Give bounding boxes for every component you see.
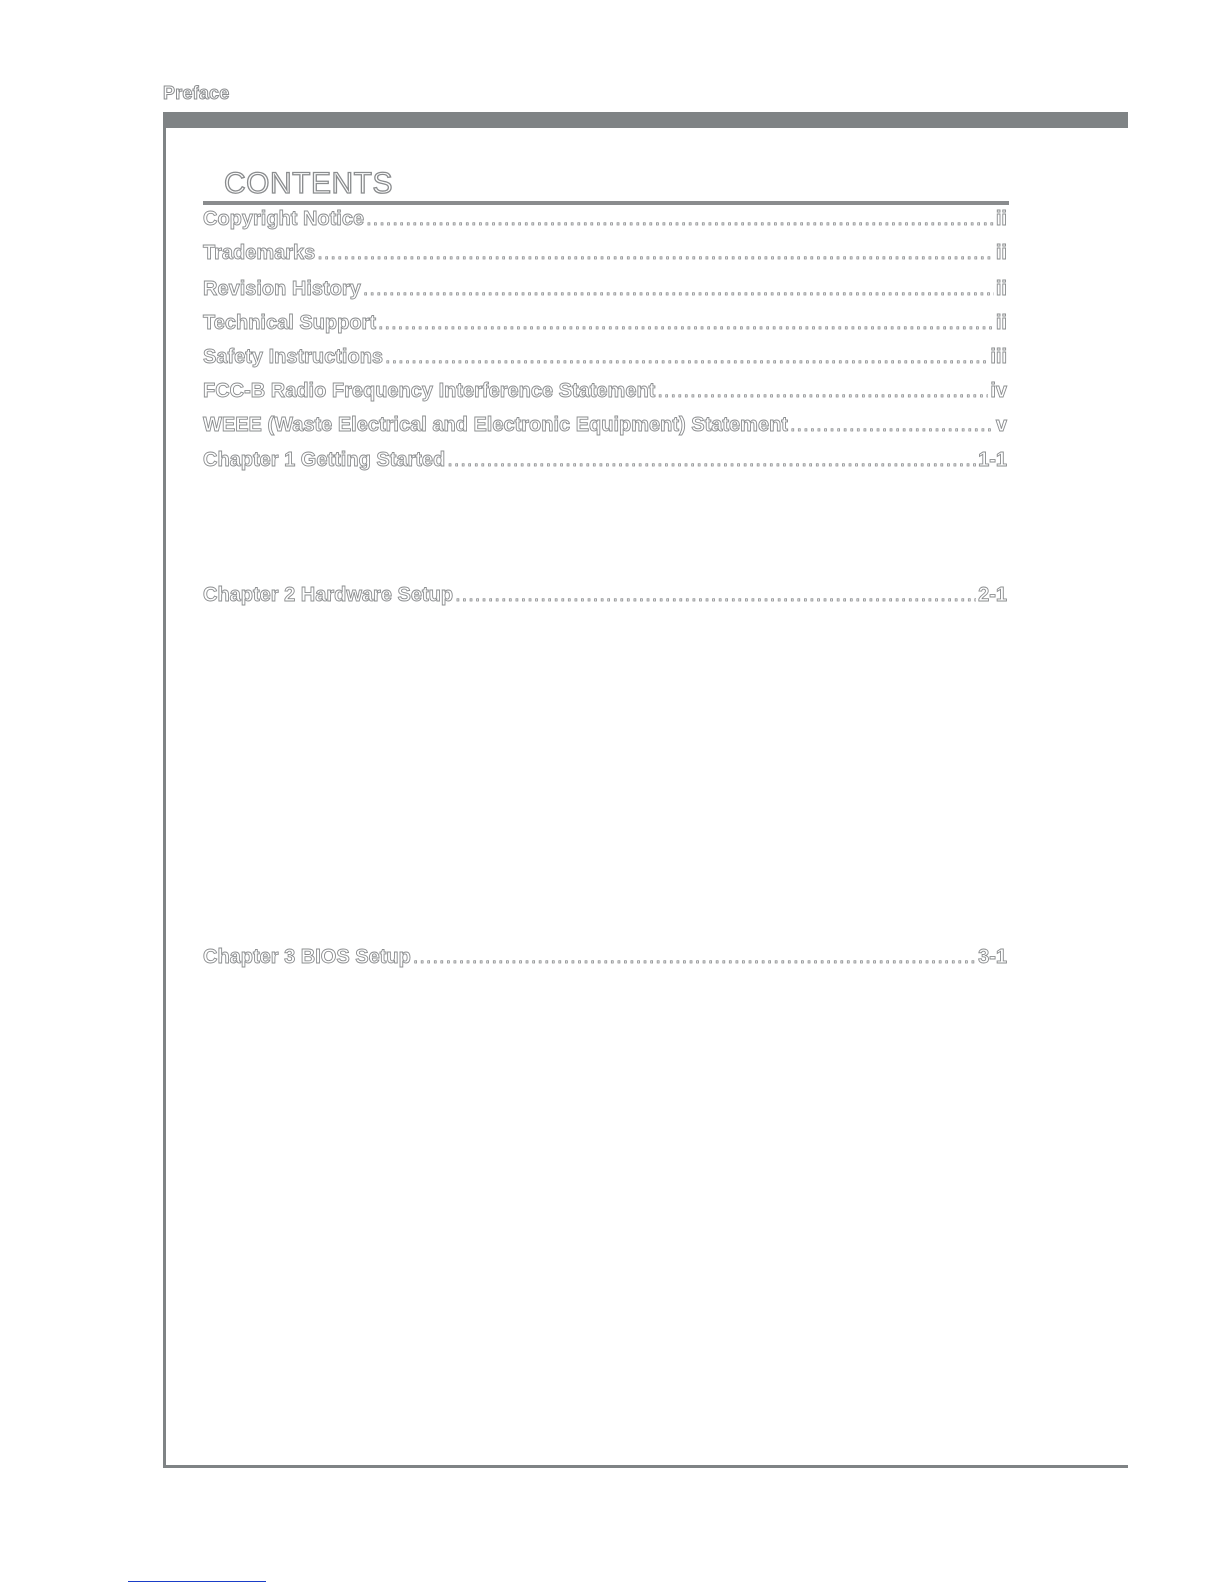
left-border-rule — [163, 112, 166, 1468]
toc-dot-leader — [657, 380, 988, 403]
toc-entry-chapter-3[interactable] — [203, 946, 1007, 972]
toc-dot-leader — [363, 278, 994, 301]
toc-entry-fcc-statement[interactable] — [203, 380, 1007, 406]
toc-entry-page: 2-1 — [978, 584, 1007, 606]
toc-entry-page: 3-1 — [978, 946, 1007, 968]
toc-entry-page: ii — [995, 278, 1007, 300]
toc-entry-chapter-2[interactable] — [203, 584, 1007, 610]
toc-entry-safety-instructions[interactable] — [203, 346, 1007, 372]
toc-entry-trademarks[interactable] — [203, 242, 1007, 268]
toc-dot-leader — [317, 242, 994, 265]
toc-dot-leader — [413, 946, 976, 969]
toc-entry-title: FCC-B Radio Frequency Interference Statement — [203, 380, 656, 402]
toc-entry-technical-support[interactable] — [203, 312, 1007, 338]
toc-entry-page: iv — [990, 380, 1007, 402]
toc-dot-leader — [455, 584, 976, 607]
toc-entry-page: iii — [990, 346, 1007, 368]
toc-entry-title: Technical Support — [203, 312, 376, 334]
toc-entry-copyright-notice[interactable] — [203, 208, 1007, 234]
toc-entry-page: ii — [995, 312, 1007, 334]
toc-entry-chapter-1[interactable] — [203, 449, 1007, 475]
toc-entry-weee-statement[interactable] — [203, 414, 1007, 440]
link-underline — [128, 1581, 266, 1582]
toc-entry-title: WEEE (Waste Electrical and Electronic Equipment) Statement — [203, 414, 788, 436]
toc-entry-title: Copyright Notice — [203, 208, 365, 230]
toc-entry-revision-history[interactable] — [203, 278, 1007, 304]
toc-entry-title: Trademarks — [203, 242, 316, 264]
toc-entry-title: Chapter 2 Hardware Setup — [203, 584, 454, 606]
toc-entry-title: Revision History — [203, 278, 361, 300]
toc-entry-title: Safety Instructions — [203, 346, 384, 368]
toc-dot-leader — [447, 449, 976, 472]
toc-entry-title: Chapter 3 BIOS Setup — [203, 946, 411, 968]
toc-dot-leader — [366, 208, 994, 231]
contents-title-rule — [203, 201, 1009, 205]
toc-entry-page: ii — [995, 242, 1007, 264]
toc-entry-page: ii — [995, 208, 1007, 230]
section-label: Preface — [163, 83, 230, 103]
bottom-border-rule — [163, 1465, 1128, 1468]
toc-entry-page: v — [995, 414, 1007, 436]
header-bar — [164, 112, 1128, 128]
toc-dot-leader — [385, 346, 988, 369]
toc-entry-page: 1-1 — [978, 449, 1007, 471]
contents-title: CONTENTS — [224, 167, 393, 200]
toc-dot-leader — [378, 312, 994, 335]
toc-dot-leader — [790, 414, 994, 437]
toc-entry-title: Chapter 1 Getting Started — [203, 449, 446, 471]
